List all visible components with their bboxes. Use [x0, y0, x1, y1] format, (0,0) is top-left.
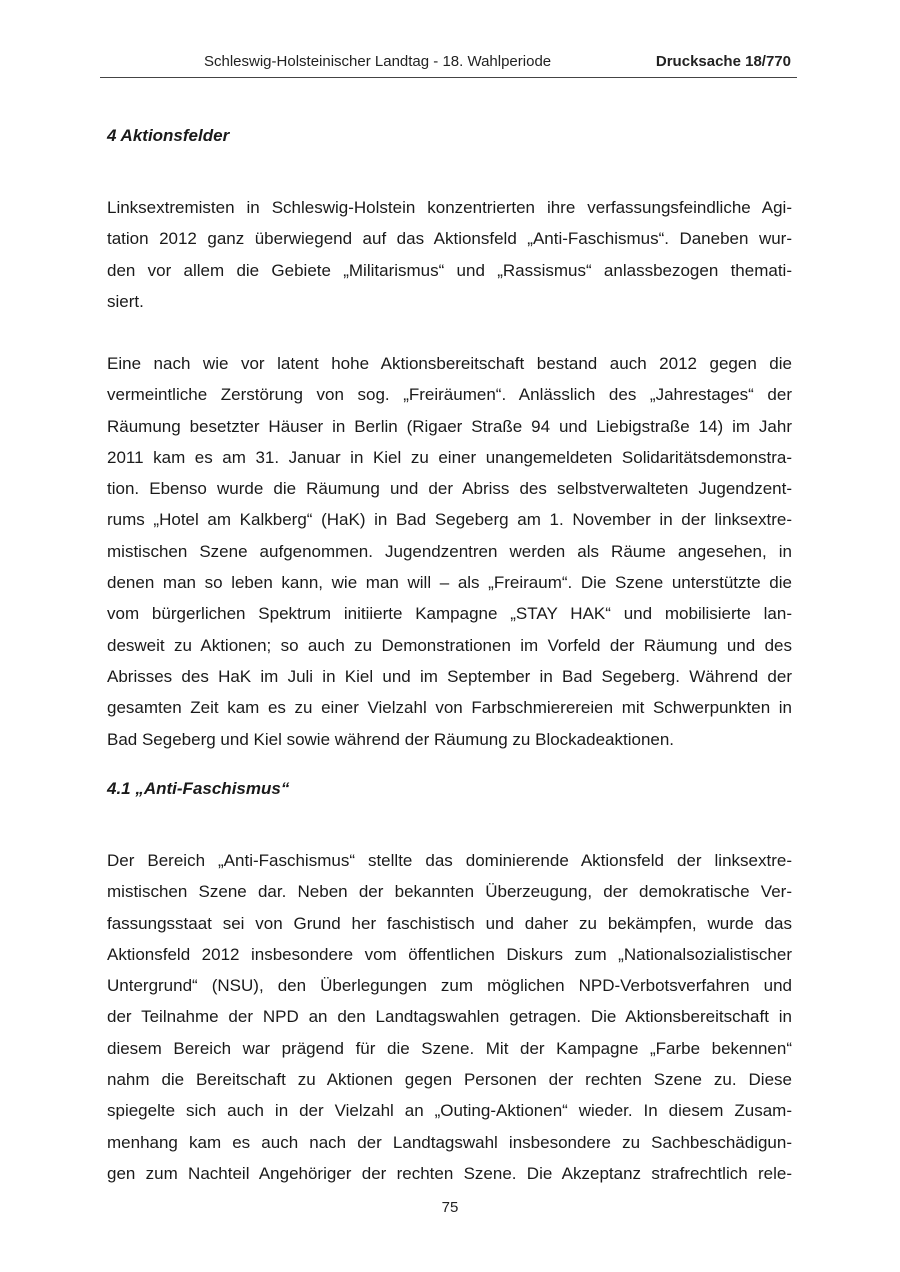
paragraph-line: tion. Ebenso wurde die Räumung und der Abriss des selbstverwalteten Jugendzent-	[107, 479, 792, 499]
paragraph-line: fassungsstaat sei von Grund her faschistisch und daher zu bekämpfen, wurde das	[107, 913, 792, 933]
section-heading-aktionsfelder: 4 Aktionsfelder	[107, 126, 230, 145]
paragraph-line: 2011 kam es am 31. Januar in Kiel zu einer unangemeldeten Solidaritätsdemonstra-	[107, 447, 792, 467]
paragraph-line: mistischen Szene dar. Neben der bekannten Überzeugung, der demokratische Ver-	[107, 882, 792, 902]
paragraph-line: spiegelte sich auch in der Vielzahl an „Outing-Aktionen“ wieder. In diesem Zusam-	[107, 1101, 792, 1121]
paragraph-line: vermeintliche Zerstörung von sog. „Freiräumen“. Anlässlich des „Jahrestages“ der	[107, 385, 792, 405]
paragraph-line: der Teilnahme der NPD an den Landtagswahlen getragen. Die Aktionsbereitschaft in	[107, 1007, 792, 1027]
paragraph-line: desweit zu Aktionen; so auch zu Demonstrationen im Vorfeld der Räumung und des	[107, 635, 792, 655]
paragraph-line: Linksextremisten in Schleswig-Holstein konzentrierten ihre verfassungsfeindliche Agi-	[107, 198, 792, 217]
paragraph-line: gen zum Nachteil Angehöriger der rechten Szene. Die Akzeptanz strafrechtlich rele-	[107, 1163, 792, 1183]
paragraph-line: Eine nach wie vor latent hohe Aktionsbereitschaft bestand auch 2012 gegen die	[107, 354, 792, 373]
paragraph-line: tation 2012 ganz überwiegend auf das Aktionsfeld „Anti-Faschismus“. Daneben wur-	[107, 229, 792, 249]
paragraph-line: den vor allem die Gebiete „Militarismus“ und „Rassismus“ anlassbezogen themati-	[107, 260, 792, 280]
paragraph-line: nahm die Bereitschaft zu Aktionen gegen Personen der rechten Szene zu. Diese	[107, 1070, 792, 1090]
paragraph-line: Untergrund“ (NSU), den Überlegungen zum möglichen NPD-Verbotsverfahren und	[107, 976, 792, 996]
paragraph-line: Aktionsfeld 2012 insbesondere vom öffentlichen Diskurs zum „Nationalsozialistischer	[107, 944, 792, 964]
paragraph-line: vom bürgerlichen Spektrum initiierte Kampagne „STAY HAK“ und mobilisierte lan-	[107, 604, 792, 624]
paragraph-line: denen man so leben kann, wie man will – als „Freiraum“. Die Szene unterstützte die	[107, 573, 792, 593]
paragraph-line: menhang kam es auch nach der Landtagswahl insbesondere zu Sachbeschädigun-	[107, 1132, 792, 1152]
paragraph-line: mistischen Szene aufgenommen. Jugendzentren werden als Räume angesehen, in	[107, 541, 792, 561]
paragraph-line: Räumung besetzter Häuser in Berlin (Rigaer Straße 94 und Liebigstraße 14) im Jahr	[107, 416, 792, 436]
paragraph-freiraeume	[107, 348, 792, 755]
page-number: 75	[441, 1199, 459, 1216]
paragraph-intro	[107, 192, 792, 317]
paragraph-line: rums „Hotel am Kalkberg“ (HaK) in Bad Segeberg am 1. November in der linksextre-	[107, 510, 792, 530]
header-title: Schleswig-Holsteinischer Landtag - 18. Wahlperiode	[204, 53, 552, 70]
section-heading-anti-faschismus: 4.1 „Anti-Faschismus“	[107, 779, 290, 798]
paragraph-line: siert.	[107, 291, 144, 311]
paragraph-line: Der Bereich „Anti-Faschismus“ stellte das dominierende Aktionsfeld der linksextre-	[107, 851, 792, 870]
paragraph-line: diesem Bereich war prägend für die Szene. Mit der Kampagne „Farbe bekennen“	[107, 1038, 792, 1058]
paragraph-line: Abrisses des HaK im Juli in Kiel und im September in Bad Segeberg. Während der	[107, 666, 792, 686]
paragraph-line: Bad Segeberg und Kiel sowie während der Räumung zu Blockadeaktionen.	[107, 729, 675, 749]
paragraph-line: gesamten Zeit kam es zu einer Vielzahl von Farbschmierereien mit Schwerpunkten in	[107, 698, 792, 718]
page-header	[100, 52, 797, 78]
paragraph-anti-faschismus	[107, 845, 792, 1189]
header-doc-number: Drucksache 18/770	[655, 53, 791, 70]
